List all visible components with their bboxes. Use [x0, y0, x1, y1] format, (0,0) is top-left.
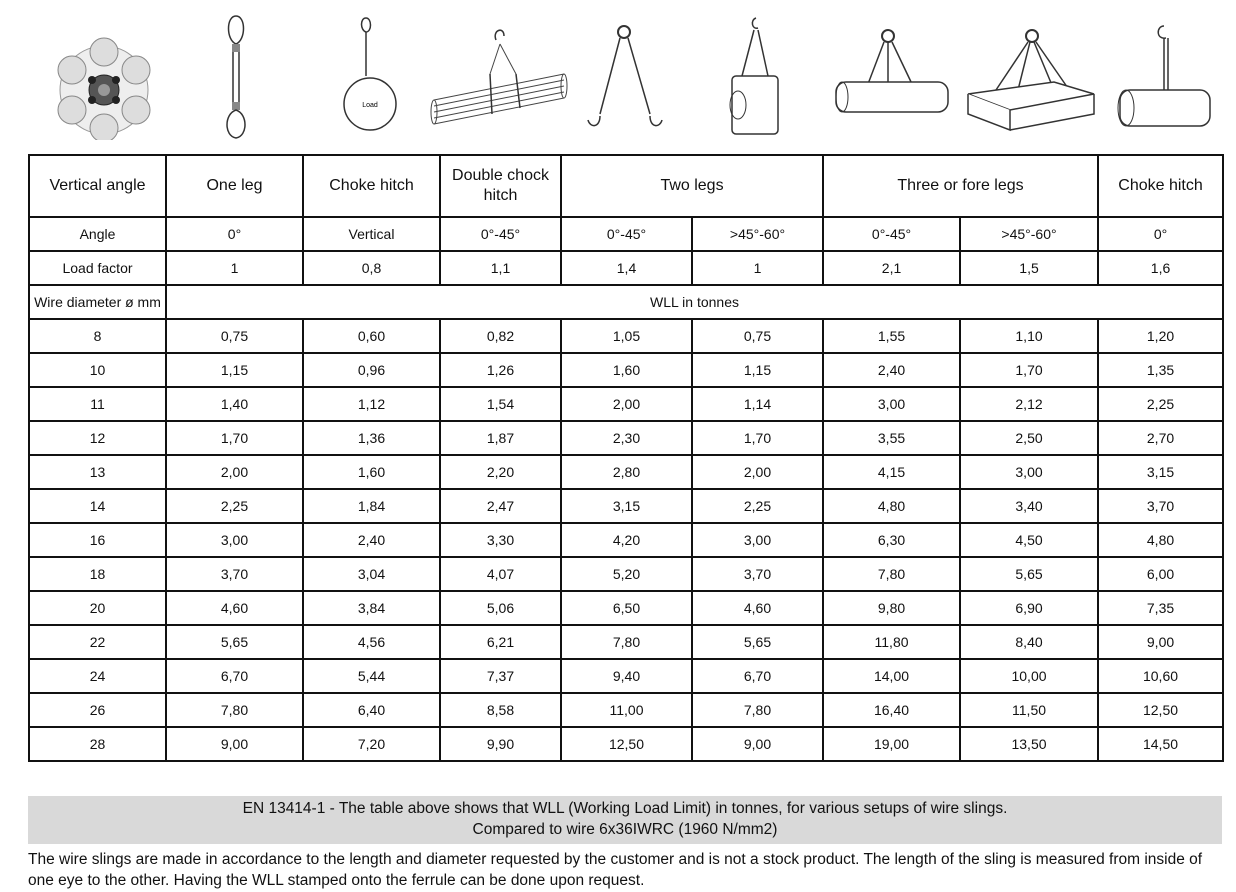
- table-row: [29, 523, 1223, 557]
- wll-value-cell: 16,40: [823, 693, 960, 727]
- wll-value-cell: 7,80: [561, 625, 692, 659]
- wll-value-cell: 0,75: [692, 319, 823, 353]
- header-one-leg: One leg: [166, 155, 303, 217]
- wll-value-cell: 1,70: [692, 421, 823, 455]
- wll-value-cell: 5,65: [166, 625, 303, 659]
- wll-value-cell: 2,40: [303, 523, 440, 557]
- wll-value-cell: 4,80: [1098, 523, 1223, 557]
- wll-value-cell: 1,40: [166, 387, 303, 421]
- wll-value-cell: 2,25: [1098, 387, 1223, 421]
- wll-value-cell: 8,58: [440, 693, 561, 727]
- wll-value-cell: 7,80: [823, 557, 960, 591]
- wll-value-cell: 2,00: [166, 455, 303, 489]
- table-row: [29, 387, 1223, 421]
- sling-illustrations: [28, 0, 1222, 150]
- wll-value-cell: 7,80: [166, 693, 303, 727]
- three-leg-sling-icon: [828, 10, 958, 140]
- wll-value-cell: 2,70: [1098, 421, 1223, 455]
- wll-value-cell: 4,20: [561, 523, 692, 557]
- basket-hitch-icon: [724, 10, 784, 140]
- wll-value-cell: 3,55: [823, 421, 960, 455]
- wll-value-cell: 14,50: [1098, 727, 1223, 761]
- wll-value-cell: 2,00: [561, 387, 692, 421]
- wll-value-cell: 13,50: [960, 727, 1098, 761]
- wll-value-cell: 0,96: [303, 353, 440, 387]
- table-row: [29, 659, 1223, 693]
- wll-value-cell: 5,65: [692, 625, 823, 659]
- load-factor-cell: 1,1: [440, 251, 561, 285]
- wll-value-cell: 1,70: [960, 353, 1098, 387]
- load-factor-cell: 0,8: [303, 251, 440, 285]
- wll-value-cell: 1,54: [440, 387, 561, 421]
- caption-line-2: Compared to wire 6x36IWRC (1960 N/mm2): [472, 821, 778, 838]
- wll-value-cell: 3,70: [166, 557, 303, 591]
- wll-value-cell: 1,84: [303, 489, 440, 523]
- wll-value-cell: 1,60: [561, 353, 692, 387]
- angle-label: Angle: [29, 217, 166, 251]
- wll-value-cell: 2,00: [692, 455, 823, 489]
- wll-value-cell: 12,50: [561, 727, 692, 761]
- wll-value-cell: 0,82: [440, 319, 561, 353]
- wll-value-cell: 5,44: [303, 659, 440, 693]
- wire-diameter-cell: 12: [29, 421, 166, 455]
- wll-value-cell: 6,70: [692, 659, 823, 693]
- wll-value-cell: 8,40: [960, 625, 1098, 659]
- table-row: [29, 319, 1223, 353]
- header-three-or-fore-legs: Three or fore legs: [823, 155, 1098, 217]
- wll-value-cell: 2,80: [561, 455, 692, 489]
- wll-value-cell: 1,87: [440, 421, 561, 455]
- wll-value-cell: 11,80: [823, 625, 960, 659]
- wll-value-cell: 2,40: [823, 353, 960, 387]
- wll-value-cell: 1,05: [561, 319, 692, 353]
- wll-table: [28, 154, 1224, 762]
- load-factor-cell: 2,1: [823, 251, 960, 285]
- table-header-row: [29, 155, 1223, 217]
- wll-value-cell: 1,15: [692, 353, 823, 387]
- wll-value-cell: 1,35: [1098, 353, 1223, 387]
- angle-cell: 0°: [1098, 217, 1223, 251]
- wll-value-cell: 1,55: [823, 319, 960, 353]
- wll-value-cell: 11,50: [960, 693, 1098, 727]
- wll-value-cell: 6,40: [303, 693, 440, 727]
- wll-value-cell: 1,12: [303, 387, 440, 421]
- wll-units-label: WLL in tonnes: [166, 285, 1223, 319]
- wire-diameter-cell: 18: [29, 557, 166, 591]
- table-row: [29, 625, 1223, 659]
- wll-value-cell: 9,90: [440, 727, 561, 761]
- wll-value-cell: 2,30: [561, 421, 692, 455]
- wire-diameter-cell: 11: [29, 387, 166, 421]
- table-row: [29, 455, 1223, 489]
- wll-value-cell: 9,40: [561, 659, 692, 693]
- wll-value-cell: 3,30: [440, 523, 561, 557]
- wll-value-cell: 2,50: [960, 421, 1098, 455]
- angle-cell: >45°-60°: [692, 217, 823, 251]
- wll-value-cell: 3,04: [303, 557, 440, 591]
- table-row: [29, 727, 1223, 761]
- wll-value-cell: 3,15: [1098, 455, 1223, 489]
- wire-diameter-cell: 16: [29, 523, 166, 557]
- caption-line-1: EN 13414-1 - The table above shows that WLL (Working Load Limit) in tonnes, for various setups of wire slings.: [242, 800, 1008, 817]
- wll-value-cell: 1,15: [166, 353, 303, 387]
- standard-caption: [28, 796, 1222, 844]
- wll-value-cell: 7,35: [1098, 591, 1223, 625]
- wll-value-cell: 10,00: [960, 659, 1098, 693]
- table-row: [29, 693, 1223, 727]
- double-choke-hitch-icon: [430, 10, 568, 140]
- wll-value-cell: 0,60: [303, 319, 440, 353]
- angle-row: [29, 217, 1223, 251]
- units-row: [29, 285, 1223, 319]
- one-leg-sling-icon: [216, 10, 256, 140]
- wll-value-cell: 6,30: [823, 523, 960, 557]
- wll-value-cell: 6,00: [1098, 557, 1223, 591]
- wll-value-cell: 14,00: [823, 659, 960, 693]
- wll-value-cell: 3,00: [823, 387, 960, 421]
- wll-value-cell: 3,84: [303, 591, 440, 625]
- load-factor-cell: 1: [692, 251, 823, 285]
- load-factor-cell: 1,4: [561, 251, 692, 285]
- wll-value-cell: 0,75: [166, 319, 303, 353]
- angle-cell: >45°-60°: [960, 217, 1098, 251]
- wire-diameter-cell: 24: [29, 659, 166, 693]
- wll-value-cell: 6,50: [561, 591, 692, 625]
- wll-value-cell: 3,70: [1098, 489, 1223, 523]
- wll-value-cell: 3,40: [960, 489, 1098, 523]
- wll-value-cell: 1,26: [440, 353, 561, 387]
- wire-rope-cross-section-icon: [52, 10, 156, 140]
- wll-value-cell: 1,14: [692, 387, 823, 421]
- wire-diameter-label: Wire diameter ø mm: [29, 285, 166, 319]
- load-label: Load: [362, 102, 378, 109]
- wll-value-cell: 5,06: [440, 591, 561, 625]
- wire-diameter-cell: 14: [29, 489, 166, 523]
- wll-value-cell: 9,00: [692, 727, 823, 761]
- wll-value-cell: 4,50: [960, 523, 1098, 557]
- wll-value-cell: 1,60: [303, 455, 440, 489]
- wll-value-cell: 1,10: [960, 319, 1098, 353]
- angle-cell: Vertical: [303, 217, 440, 251]
- angle-cell: 0°-45°: [440, 217, 561, 251]
- load-factor-row: [29, 251, 1223, 285]
- wll-value-cell: 4,60: [692, 591, 823, 625]
- wll-value-cell: 7,37: [440, 659, 561, 693]
- wll-value-cell: 6,90: [960, 591, 1098, 625]
- header-two-legs: Two legs: [561, 155, 823, 217]
- table-row: [29, 591, 1223, 625]
- header-vertical-angle: Vertical angle: [29, 155, 166, 217]
- header-choke-hitch: Choke hitch: [303, 155, 440, 217]
- wll-value-cell: 4,80: [823, 489, 960, 523]
- wll-value-cell: 1,20: [1098, 319, 1223, 353]
- wire-diameter-cell: 8: [29, 319, 166, 353]
- wll-value-cell: 12,50: [1098, 693, 1223, 727]
- wll-value-cell: 2,25: [692, 489, 823, 523]
- table-row: [29, 489, 1223, 523]
- wire-diameter-cell: 10: [29, 353, 166, 387]
- wll-value-cell: 3,70: [692, 557, 823, 591]
- load-factor-label: Load factor: [29, 251, 166, 285]
- wll-value-cell: 4,15: [823, 455, 960, 489]
- wll-value-cell: 19,00: [823, 727, 960, 761]
- choke-hitch-load-icon: [334, 10, 404, 140]
- wll-value-cell: 4,56: [303, 625, 440, 659]
- wll-value-cell: 2,25: [166, 489, 303, 523]
- wll-value-cell: 3,00: [166, 523, 303, 557]
- wll-value-cell: 5,20: [561, 557, 692, 591]
- wire-diameter-cell: 22: [29, 625, 166, 659]
- wll-value-cell: 1,36: [303, 421, 440, 455]
- angle-cell: 0°-45°: [561, 217, 692, 251]
- table-row: [29, 421, 1223, 455]
- wll-value-cell: 2,20: [440, 455, 561, 489]
- wll-value-cell: 10,60: [1098, 659, 1223, 693]
- wll-value-cell: 9,80: [823, 591, 960, 625]
- wll-value-cell: 4,60: [166, 591, 303, 625]
- two-leg-sling-icon: [580, 10, 670, 140]
- load-factor-cell: 1,6: [1098, 251, 1223, 285]
- wll-value-cell: 7,80: [692, 693, 823, 727]
- wll-value-cell: 5,65: [960, 557, 1098, 591]
- wire-diameter-cell: 20: [29, 591, 166, 625]
- wll-value-cell: 9,00: [1098, 625, 1223, 659]
- choke-hitch-pipe-icon: [1110, 10, 1220, 140]
- footnote-text: The wire slings are made in accordance to the length and diameter requested by the customer and is not a stock product. The length of the sling is measured from inside of one eye to the other. Having the WLL stamped onto the ferrule can be done upon request.: [28, 851, 1203, 889]
- wire-diameter-cell: 13: [29, 455, 166, 489]
- wll-value-cell: 3,00: [960, 455, 1098, 489]
- wll-value-cell: 7,20: [303, 727, 440, 761]
- load-factor-cell: 1,5: [960, 251, 1098, 285]
- wll-value-cell: 11,00: [561, 693, 692, 727]
- angle-cell: 0°: [166, 217, 303, 251]
- wll-value-cell: 3,00: [692, 523, 823, 557]
- wll-value-cell: 1,70: [166, 421, 303, 455]
- header-choke-hitch-pipe: Choke hitch: [1098, 155, 1223, 217]
- wire-diameter-cell: 28: [29, 727, 166, 761]
- header-double-chock-hitch: Double chock hitch: [440, 155, 561, 217]
- four-leg-sling-icon: [962, 10, 1098, 140]
- wll-value-cell: 3,15: [561, 489, 692, 523]
- wll-value-cell: 9,00: [166, 727, 303, 761]
- load-factor-cell: 1: [166, 251, 303, 285]
- wire-diameter-cell: 26: [29, 693, 166, 727]
- wll-value-cell: 2,12: [960, 387, 1098, 421]
- table-row: [29, 557, 1223, 591]
- wll-value-cell: 6,21: [440, 625, 561, 659]
- wll-value-cell: 6,70: [166, 659, 303, 693]
- angle-cell: 0°-45°: [823, 217, 960, 251]
- table-row: [29, 353, 1223, 387]
- wll-value-cell: 2,47: [440, 489, 561, 523]
- wll-value-cell: 4,07: [440, 557, 561, 591]
